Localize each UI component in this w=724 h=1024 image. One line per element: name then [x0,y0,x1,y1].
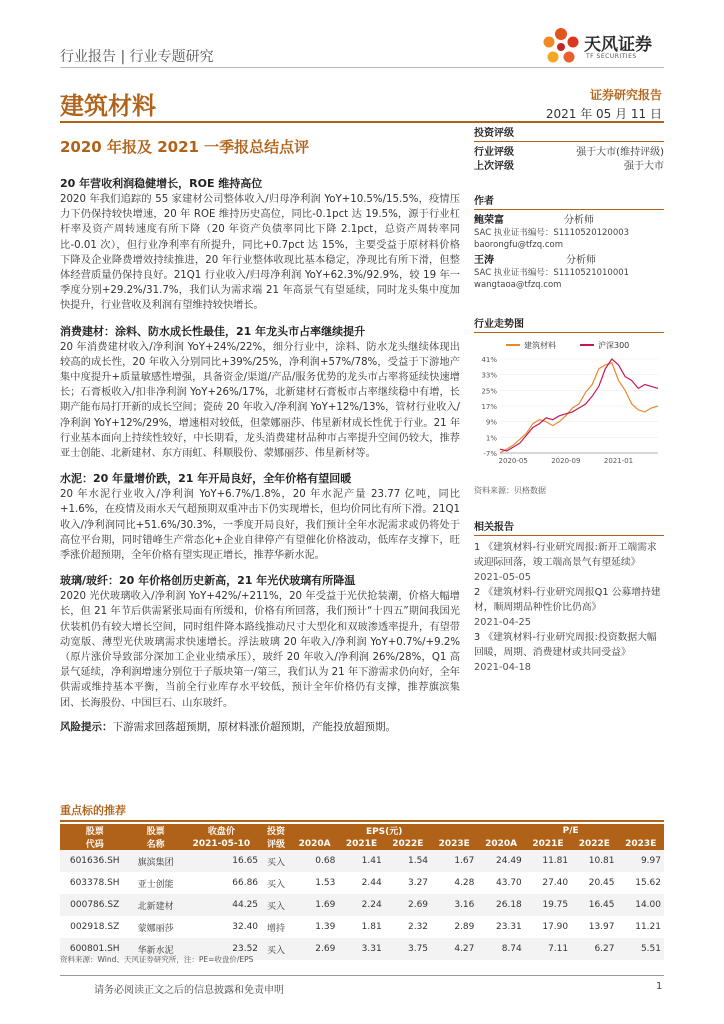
table-cell: 16.65 [182,850,261,872]
table-cell: 1.81 [361,922,382,932]
section-body: 20 年消费建材收入/净利润 YoY+24%/22%，细分行业中，涂料、防水龙头继续体现出较高的成长性，20 年收入分别同比+39%/25%，净利润+57%/78%，受益于下游地产集中度提升+质量敏感性增强，具备资金/渠道/产品/服务优势的龙头市占率将延续快速增长；石膏板收入/扣非净利润 YoY+26%/17%，北新建材石膏板市占率继续稳中有增，长期产能布局打开新的成长空间；瓷砖 20 年收入/净利润 YoY+12%/13%，管材行业收入/净利润 YoY+12%/29%，增速相对较低，但蒙娜丽莎、伟星新材成长性优于行业。21 年行业基本面向上持续性较好，中长期看，龙头消费建材品种市占率提升空间仍较大，推荐亚士创能、北新建材、东方雨虹、科顺股份、蒙娜丽莎、伟星新材等。 [60,341,460,460]
risk-label: 风险提示： [60,720,113,733]
table-cell: 8.74 [477,938,524,960]
table-cell: 44.25 [182,894,261,916]
table-cell: 66.86 [232,878,259,888]
year-head: 2021E [338,837,384,850]
y-tick-label: 25% [481,387,497,396]
stock-code-cell: 600801.SH [60,938,129,960]
table-cell: 2.89 [454,922,475,932]
table-head-cell: 股票 [129,824,181,837]
table-cell: 3.27 [407,878,429,888]
rating-value: 强于大市 [624,161,664,172]
table-cell: 4.27 [431,938,477,960]
year-head: 2022E [385,837,431,850]
table-cell: 增持 [266,923,285,934]
table-cell: 买入 [261,850,291,872]
stock-code-cell: 603378.SH [69,878,120,888]
rating-key: 上次评级 [474,161,514,172]
table-head-cell: 名称 [129,837,181,850]
table-cell: 0.68 [291,850,338,872]
table-cell: 17.90 [542,922,569,932]
eps-group-head: EPS(元) [291,824,477,837]
recommend-table [60,824,664,960]
trend-chart-svg [474,337,664,483]
author-email[interactable]: baorongfu@tfzq.com [474,240,564,250]
header-divider [60,67,664,68]
table-cell: 买入 [261,894,291,916]
brand-sub: TF SECURITIES [586,53,637,60]
trend-chart [474,337,664,483]
section-body: 20 年水泥行业收入/净利润 YoY+6.7%/1.8%，20 年水泥产量 23.77 亿吨，同比+1.6%，在疫情及雨水天气超预期双重冲击下仍实现增长，但均价同比有所下滑。21Q1 收入/净利润同比+51.6%/30.3%，一季度开局良好，我们预计全年水泥需求或仍将处于高位平台期，同时错峰生产常态化+企业自律停产有望催化价格波动，低库存支撑下，旺季涨价超预期，全年价格有望实现正增长，推荐华新水泥。 [60,489,460,562]
doc-type: 证券研究报告 [589,88,662,102]
pe-group-head: P/E [477,824,664,837]
table-cell: 23.31 [496,922,522,932]
title-divider [60,121,664,123]
table-head-cell: 收盘价 [182,824,261,837]
year-head: 2021E [525,837,571,850]
table-cell: 16.45 [571,894,617,916]
table-cell: 26.18 [477,894,524,916]
rating-row [474,160,664,174]
table-cell: 2.69 [291,938,338,960]
author-cert: SAC 执业证书编号：S1110521010001 [474,268,630,278]
x-tick-label: 2021-01 [603,457,634,465]
table-note: 资料来源：Wind、天风证券研究所，注：PE=收盘价/EPS [60,955,254,964]
trend-head: 行业走势图 [474,315,664,333]
table-cell: 1.67 [431,850,477,872]
legend-label: 建筑材料 [524,341,556,350]
y-tick-label: 17% [481,403,497,411]
table-cell: 1.39 [315,922,336,932]
section-title: 玻璃/玻纤：20 年价格创历史新高，21 年光伏玻璃有所降温 [60,574,356,588]
table-cell: 11.81 [525,850,571,872]
table-head-row [60,837,664,850]
main-content [60,176,460,735]
table-row [60,850,664,872]
table-cell: 15.62 [635,878,661,888]
table-cell: 3.16 [431,894,477,916]
y-tick-label: 1% [485,434,497,443]
table-row [60,894,664,916]
table-cell: 10.81 [571,850,617,872]
table-head-cell: 评级 [261,837,291,850]
related-title[interactable]: 3 《建筑材料-行业研究周报:投资数据大幅回暖，周期、消费建材或共同受益》 [474,632,657,658]
author-head: 作者 [474,192,664,210]
trend-source: 资料来源：贝格数据 [474,486,546,495]
table-cell: 14.00 [617,894,664,916]
related-item[interactable] [474,630,664,675]
table-cell: 4.28 [454,878,475,888]
related-head: 相关报告 [474,518,664,536]
year-head: 2020A [477,837,524,850]
author-name [474,214,664,227]
stock-name-cell: 北新建材 [129,894,181,916]
table-head-cell: 代码 [60,837,129,850]
related-title[interactable]: 2 《建筑材料-行业研究周报Q1 公募增持建材，顺周期品种性价比仍高》 [474,587,661,613]
table-cell: 43.70 [496,878,522,888]
stock-name-cell: 旗滨集团 [129,850,181,872]
stock-name-cell: 华新水泥 [129,938,181,960]
rating-key: 行业评级 [474,147,514,158]
doc-title: 2020 年报及 2021 一季报总结点评 [60,138,310,156]
rating-value: 强于大市(维持评级) [576,147,664,158]
table-head-row [60,824,664,837]
table-cell: 2.44 [361,878,382,888]
stock-name-cell: 亚士创能 [137,879,174,890]
table-head-cell: 2021-05-10 [182,837,261,850]
rating-row [474,146,664,160]
author-role: 分析师 [566,255,596,266]
stock-code-cell: 000786.SZ [60,894,129,916]
table-cell: 27.40 [542,878,569,888]
section-body: 2020 光伏玻璃收入/净利润 YoY+42%/+211%，20 年受益于光伏抢装潮，价格大幅增长，但 21 年节后供需紧张局面有所缓和，价格有所回落，我们预计“十四五”期间我国光伏装机仍有较大增长空间，同时组件降本路线推动尺寸大型化和双玻渗透率提升，有望带动宽版、薄型光伏玻璃需求快速增长。浮法玻璃 20 年收入/净利润 YoY+0.7%/+9.2%（原片涨价导致部分深加工企业业绩承压），玻纤 20 年收入/净利润 26%/28%，Q1 高景气延续，净利润增速分别位于子版块第一/第三，我们认为 21 年下游需求仍向好，全年供需或维持基本平衡，当前全行业库存水平较低，预计全年价格仍有支撑，推荐旗滨集团、长海股份、中国巨石、山东玻纤。 [60,591,460,709]
section-title: 20 年营收利润稳健增长，ROE 维持高位 [60,177,263,190]
sidebar [474,124,664,675]
table-cell: 13.97 [588,922,615,932]
related-item[interactable] [474,540,664,585]
y-tick-label: 41% [481,356,497,364]
table-cell: 23.52 [182,938,261,960]
table-cell: 1.53 [315,878,336,888]
y-tick-label: -7% [483,450,497,458]
related-date: 2021-04-18 [474,662,531,673]
table-cell: 1.69 [291,894,338,916]
year-head: 2023E [617,837,664,850]
table-row [60,916,664,938]
table-cell: 32.40 [232,922,259,932]
table-cell: 19.75 [525,894,571,916]
table-cell: 9.97 [617,850,664,872]
section-title: 水泥：20 年量增价跌，21 年开局良好，全年价格有望回暖 [60,472,352,486]
table-head-cell: 投资 [261,824,291,837]
table-cell: 2.32 [407,922,429,932]
flower-logo-icon [540,26,582,68]
footer-divider [60,975,664,976]
author-name-text: 鲍荣富 [474,215,504,226]
table-cell: 20.45 [588,878,615,888]
table-cell: 买入 [261,938,291,960]
table-cell: 3.75 [385,938,431,960]
doc-date: 2021 年 05 月 11 日 [545,107,662,121]
table-body [60,850,664,960]
table-cell: 1.41 [338,850,384,872]
y-tick-label: 33% [481,371,497,380]
author-name-text: 王涛 [474,255,494,266]
table-cell: 6.27 [571,938,617,960]
table-head-cell: 股票 [60,824,129,837]
brand-name: 天风证券 [584,35,652,55]
report-type: 行业报告 | 行业专题研究 [60,49,214,65]
year-head: 2020A [291,837,338,850]
table-cell: 2.24 [338,894,384,916]
rating-head: 投资评级 [474,124,664,142]
table-cell: 1.54 [385,850,431,872]
section-title: 消费建材：涂料、防水成长性最佳，21 年龙头市占率继续提升 [60,324,366,338]
author-name [474,254,664,267]
footer-disclaimer: 请务必阅读正文之后的信息披露和免责申明 [94,985,284,996]
risk-text: 下游需求回落超预期，原材料涨价超预期，产能投放超预期。 [112,720,396,733]
stock-name-cell: 蒙娜丽莎 [137,923,174,934]
table-cell: 7.11 [525,938,571,960]
table-cell: 11.21 [635,922,661,932]
related-item[interactable] [474,585,664,630]
table-cell: 24.49 [477,850,524,872]
year-head: 2023E [431,837,477,850]
author-email[interactable]: wangtaoa@tfzq.com [474,280,562,290]
related-title[interactable]: 1 《建筑材料-行业研究周报:新开工端需求或迎际回落，竣工端高景气有望延续》 [474,542,657,568]
legend-label: 沪深300 [598,341,630,350]
related-date: 2021-05-05 [474,572,531,583]
author-role: 分析师 [564,215,594,226]
table-row [60,872,664,894]
related-date: 2021-04-25 [474,617,531,628]
table-title: 重点标的推荐 [60,802,664,822]
table-cell: 5.51 [617,938,664,960]
page-number: 1 [656,981,663,992]
author-cert: SAC 执业证书编号：S1110520120003 [474,228,630,238]
x-tick-label: 2020-09 [551,457,581,465]
section-body: 2020 年我们追踪的 55 家建材公司整体收入/归母净利润 YoY+10.5%/15.5%，疫情压力下仍保持较快增速，20 年 ROE 维持历史高位，同比-0.1pct 达 19.5%，源于行业杠杆率及资产周转速度有所下降（20 年资产负债率同比下降 2.1pct，总资产周转率同比-0.01 次），但行业净利率有所提升，同比+0.7pct 达 15%，主要受益于原材料价格下降及企业降费增效持续推进，20 年行业整体收现比基本稳定，净现比有所下滑，但整体经营质量仍保持良好。21Q1 行业收入/归母净利润 YoY+62.3%/92.9%，较 19 年一季度分别+29.2%/31.7%，我们认为需求端 21 年高景气有望延续，同时龙头集中度加快提升，行业营收及利润有望维持较快增长。 [60,194,460,312]
year-head: 2022E [571,837,617,850]
risk-note [60,719,460,735]
table-cell: 2.69 [385,894,431,916]
x-tick-label: 2020-05 [498,457,528,465]
brand-logo [540,26,670,70]
table-cell: 买入 [266,879,285,890]
sector-title: 建筑材料 [60,92,156,120]
table-cell: 3.31 [338,938,384,960]
y-tick-label: 9% [485,418,497,427]
stock-code-cell: 002918.SZ [70,922,120,932]
stock-code-cell: 601636.SH [60,850,129,872]
